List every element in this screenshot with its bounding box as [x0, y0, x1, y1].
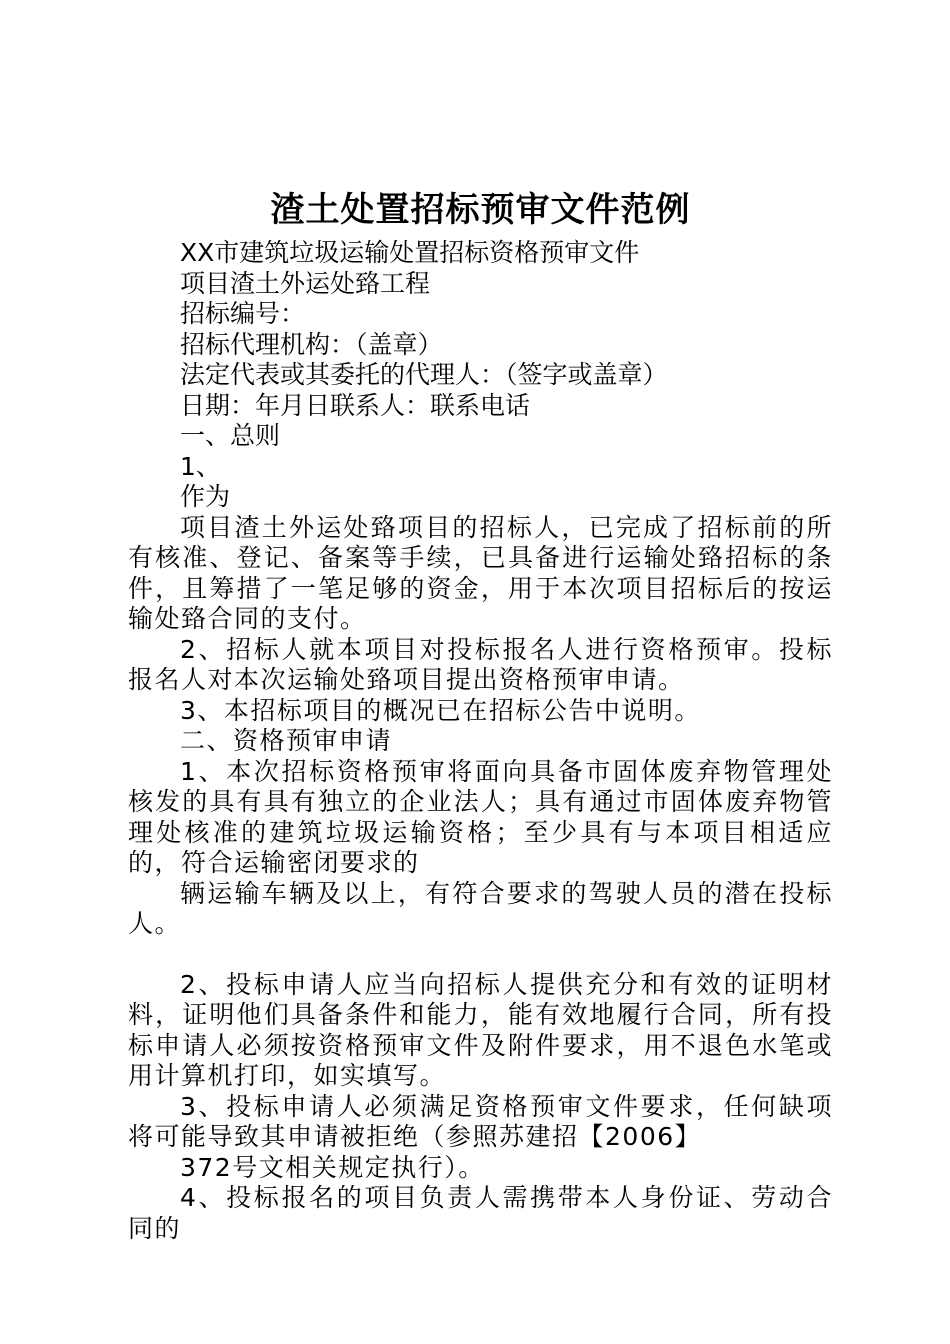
header-line-project: 项目渣土外运处臵工程	[180, 268, 431, 298]
document-page	[128, 190, 833, 1244]
header-block	[128, 238, 833, 513]
paragraph-overview: 3、本招标项目的概况已在招标公告中说明。	[180, 695, 701, 725]
body-block	[128, 513, 833, 1245]
item-lead-text: 作为	[180, 482, 231, 511]
header-line-date-contact: 日期：年月日联系人：联系电话	[180, 390, 531, 420]
paragraph-gap	[128, 940, 833, 970]
header-line-file-name: XX市建筑垃圾运输处置招标资格预审文件	[180, 238, 640, 267]
paragraph-requirements: 3、投标申请人必须满足资格预审文件要求，任何缺项将可能导致其申请被拒绝（参照苏建招【2006】	[128, 1091, 833, 1151]
header-line-tender-number: 招标编号：	[180, 299, 306, 328]
section-heading-application: 二、资格预审申请	[180, 726, 393, 755]
paragraph-eligibility: 1、本次招标资格预审将面向具备市固体废弃物管理处核发的具有具有独立的企业法人；具有通过市固体废弃物管理处核准的建筑垃圾运输资格；至少具有与本项目相适应的，符合运输密闭要求的	[128, 756, 833, 877]
paragraph-regulation-ref: 372号文相关规定执行）。	[180, 1152, 485, 1182]
item-number-1: 1、	[180, 451, 221, 481]
paragraph-tenderer-intro: 项目渣土外运处臵项目的招标人，已完成了招标前的所有核准、登记、备案等手续，已具备进行运输处臵招标的条件，且筹措了一笔足够的资金，用于本次项目招标后的按运输处臵合同的支付。	[128, 512, 833, 633]
header-line-representative: 法定代表或其委托的代理人：（签字或盖章）	[180, 360, 668, 389]
document-title: 渣土处置招标预审文件范例	[270, 190, 691, 230]
paragraph-vehicles: 辆运输车辆及以上，有符合要求的驾驶人员的潜在投标人。	[128, 878, 833, 938]
paragraph-prequalification: 2、招标人就本项目对投标报名人进行资格预审。投标报名人对本次运输处臵项目提出资格预审申请。	[128, 634, 833, 694]
section-heading-general: 一、总则	[180, 421, 281, 450]
paragraph-project-lead: 4、投标报名的项目负责人需携带本人身份证、劳动合同的	[128, 1183, 833, 1243]
paragraph-evidence: 2、投标申请人应当向招标人提供充分和有效的证明材料，证明他们具备条件和能力，能有效地履行合同，所有投标申请人必须按资格预审文件及附件要求，用不退色水笔或用计算机打印，如实填写。	[128, 969, 833, 1090]
header-line-agency: 招标代理机构：（盖章）	[180, 329, 443, 359]
